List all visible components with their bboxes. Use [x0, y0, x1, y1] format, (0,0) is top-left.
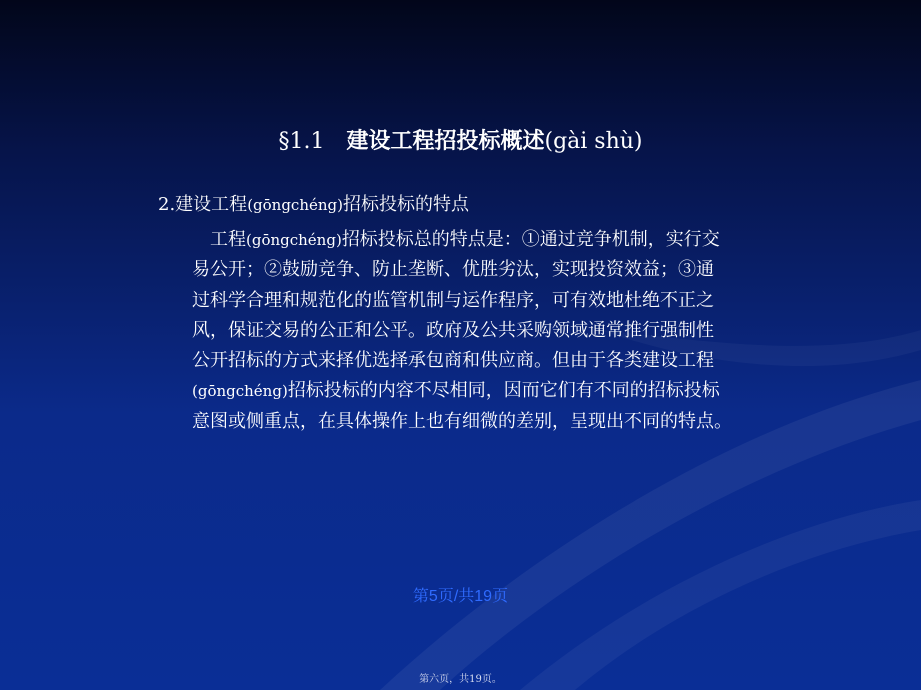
body-line-6-pinyin: (gōngchéng)	[192, 382, 288, 401]
body-line-1-a: 工程	[210, 229, 246, 250]
title-text: 建设工程招投标概述	[346, 128, 545, 154]
body-line-5: 公开招标的方式来择优选择承包商和供应商。但由于各类建设工程	[192, 350, 714, 372]
body-paragraph	[192, 225, 772, 437]
slide-title	[0, 124, 921, 155]
body-line-1-b: 招标投标总的特点是：①通过竞争机制，实行交	[341, 229, 720, 250]
section-number: §1.1	[278, 129, 325, 154]
footer-page-note: 第六页，共19页。	[419, 674, 502, 685]
body-line-1-pinyin: (gōngchéng)	[246, 231, 342, 249]
body-line-7: 意图或侧重点，在具体操作上也有细微的差别，呈现出不同的特点。	[192, 410, 732, 432]
subheading-prefix: 2.建设工程	[158, 194, 248, 215]
subheading-suffix: 招标投标的特点	[343, 194, 469, 215]
body-line-3: 过科学合理和规范化的监管机制与运作程序，可有效地杜绝不正之	[192, 289, 714, 311]
title-pinyin: (gài shù)	[544, 129, 643, 154]
body-line-2: 易公开；②鼓励竞争、防止垄断、优胜劣汰，实现投资效益；③通	[192, 259, 714, 281]
subheading-pinyin: (gōngchéng)	[247, 196, 343, 214]
subheading	[158, 190, 469, 216]
body-line-1	[192, 225, 772, 255]
body-line-4: 风，保证交易的公正和公平。政府及公共采购领域通常推行强制性	[192, 319, 714, 341]
page-marker: 第5页/共19页	[412, 588, 509, 605]
body-line-6-b: 招标投标的内容不尽相同，因而它们有不同的招标投标	[287, 380, 720, 402]
body-line-6	[192, 376, 772, 406]
